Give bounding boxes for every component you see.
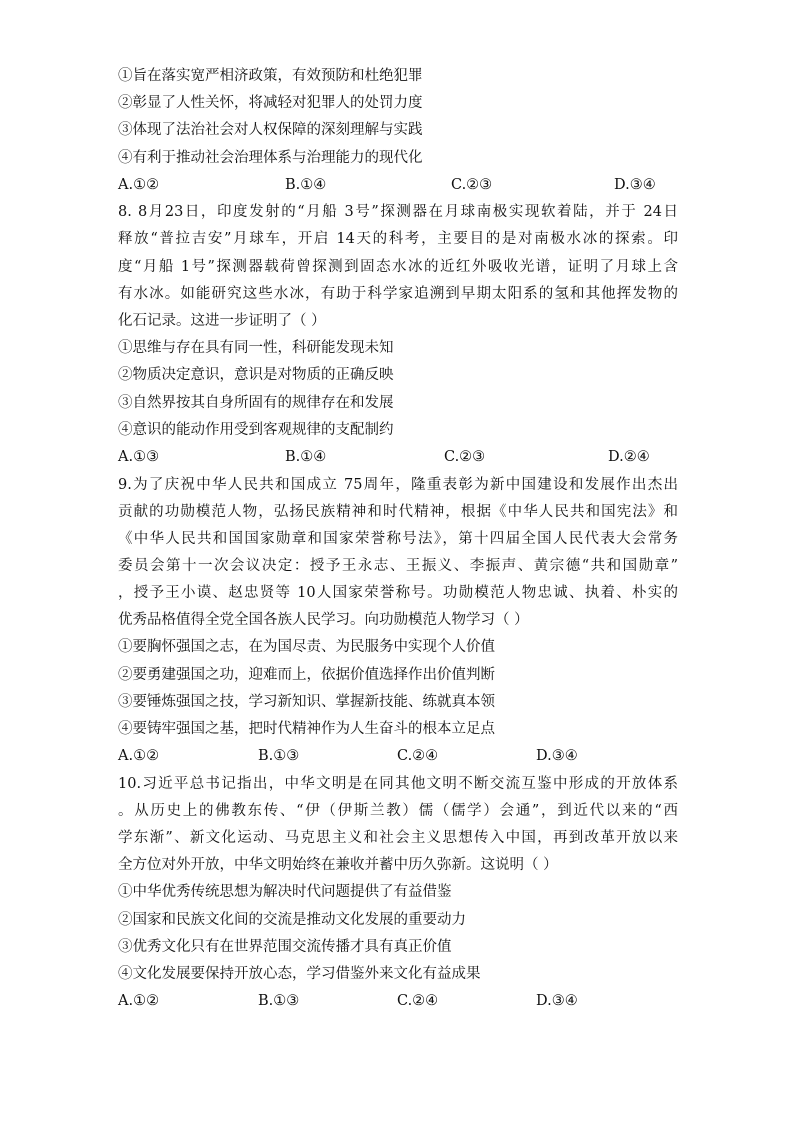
q9-stem-line-5: ，授予王小谟、赵忠贤等 10人国家荣誉称号。功勋模范人物忠诚、执着、朴实的 [118,585,678,601]
q9-statement-3: ③要锤炼强国之技，学习新知识、掌握新技能、练就真本领 [118,694,495,710]
q10-option-d[interactable]: D.③④ [536,993,578,1009]
q8-options [118,447,678,467]
q8-statement-3: ③自然界按其自身所固有的规律存在和发展 [118,395,394,411]
q10-statement-2: ②国家和民族文化间的交流是推动文化发展的重要动力 [118,912,466,928]
q9-stem-line-2: 贡献的功勋模范人物，弘扬民族精神和时代精神，根据《中华人民共和国宪法》和 [118,504,678,520]
q7-option-c[interactable]: C.②③ [451,177,493,193]
q8-statement-1: ①思维与存在具有同一性，科研能发现未知 [118,340,394,356]
q7-statement-3: ③体现了法治社会对人权保障的深刻理解与实践 [118,122,423,138]
q10-stem-line-2: 。从历史上的佛教东传、“伊（伊斯兰教）儒（儒学）会通”，到近代以来的“西 [118,803,678,819]
q9-statement-1: ①要胸怀强国之志，在为国尽责、为民服务中实现个人价值 [118,639,495,655]
q9-stem-line-1: 9.为了庆祝中华人民共和国成立 75周年，隆重表彰为新中国建设和发展作出杰出 [118,477,678,493]
q8-stem-line-4: 有水冰。如能研究这些水冰，有助于科学家追溯到早期太阳系的氢和其他挥发物的 [118,286,678,302]
q8-statement-2: ②物质决定意识，意识是对物质的正确反映 [118,367,394,383]
q9-option-a[interactable]: A.①② [118,748,160,764]
q9-options [118,746,678,766]
q8-stem-line-1: 8. 8月23日，印度发射的“月船 3号”探测器在月球南极实现软着陆，并于 24日 [118,204,678,220]
q8-option-a[interactable]: A.①③ [118,449,160,465]
q8-stem-line-3: 度“月船 1号”探测器载荷曾探测到固态水冰的近红外吸收光谱，证明了月球上含 [118,259,678,275]
q9-stem-line-6: 优秀品格值得全党全国各族人民学习。向功勋模范人物学习（ ） [118,612,529,628]
q9-option-d[interactable]: D.③④ [536,748,578,764]
q10-stem-line-1: 10.习近平总书记指出，中华文明是在同其他文明不断交流互鉴中形成的开放体系 [118,776,678,792]
q7-statement-1: ①旨在落实宽严相济政策，有效预防和杜绝犯罪 [118,68,423,84]
q10-option-a[interactable]: A.①② [118,993,160,1009]
q10-statement-4: ④文化发展要保持开放心态，学习借鉴外来文化有益成果 [118,966,481,982]
q8-option-c[interactable]: C.②③ [444,449,486,465]
q7-statement-4: ④有利于推动社会治理体系与治理能力的现代化 [118,150,423,166]
q10-stem-line-3: 学东渐”、新文化运动、马克思主义和社会主义思想传入中国，再到改革开放以来 [118,830,678,846]
q8-statement-4: ④意识的能动作用受到客观规律的支配制约 [118,422,394,438]
q10-statement-3: ③优秀文化只有在世界范围交流传播才具有真正价值 [118,939,452,955]
q8-option-b[interactable]: B.①④ [285,449,327,465]
q9-statement-4: ④要铸牢强国之基，把时代精神作为人生奋斗的根本立足点 [118,721,495,737]
q7-statement-2: ②彰显了人性关怀，将减轻对犯罪人的处罚力度 [118,95,423,111]
q7-options [118,175,678,195]
q10-statement-1: ①中华优秀传统思想为解决时代问题提供了有益借鉴 [118,884,452,900]
q10-option-b[interactable]: B.①③ [258,993,300,1009]
q10-option-c[interactable]: C.②④ [397,993,439,1009]
q7-option-b[interactable]: B.①④ [285,177,327,193]
q9-stem-line-4: 委员会第十一次会议决定：授予王永志、王振义、李振声、黄宗德“共和国勋章” [118,558,678,574]
q10-options [118,991,678,1011]
q9-option-b[interactable]: B.①③ [258,748,300,764]
q8-stem-line-5: 化石记录。这进一步证明了（ ） [118,313,326,329]
q7-option-d[interactable]: D.③④ [614,177,656,193]
q9-stem-line-3: 《中华人民共和国国家勋章和国家荣誉称号法》，第十四届全国人民代表大会常务 [118,531,678,547]
q7-option-a[interactable]: A.①② [118,177,160,193]
q8-stem-line-2: 释放“普拉吉安”月球车，开启 14天的科考，主要目的是对南极水冰的探索。印 [118,231,678,247]
q10-stem-line-4: 全方位对外开放，中华文明始终在兼收并蓄中历久弥新。这说明（ ） [118,857,558,873]
q9-statement-2: ②要勇建强国之功，迎难而上，依据价值选择作出价值判断 [118,667,495,683]
q9-option-c[interactable]: C.②④ [397,748,439,764]
q8-option-d[interactable]: D.②④ [608,449,650,465]
